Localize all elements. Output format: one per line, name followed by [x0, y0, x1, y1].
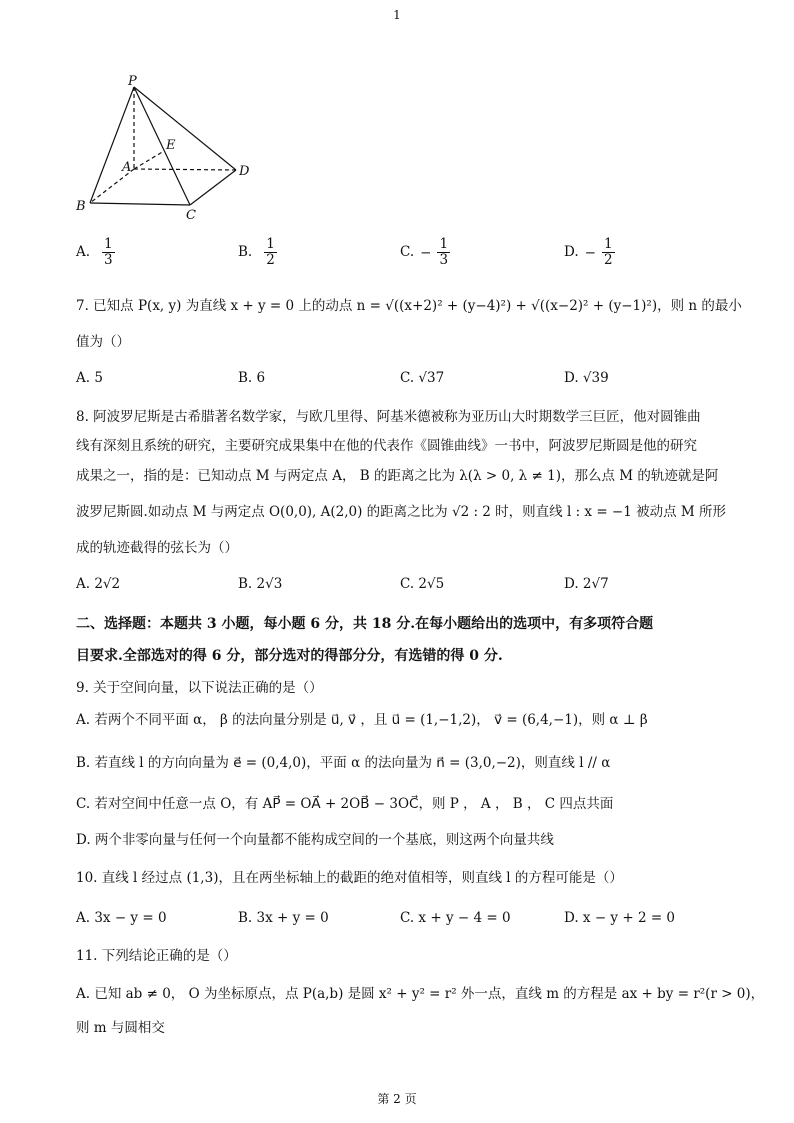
q6-option-d[interactable]: D. − $\frac{1}{2}$ [564, 236, 613, 268]
q8-stem-line5: 成的轨迹截得的弦长为（） [76, 540, 238, 556]
edge-ae [134, 151, 164, 169]
edge-pb [90, 87, 134, 203]
page-footer: 第 2 页 [377, 1092, 417, 1106]
q10-option-b[interactable]: B. 3x + y = 0 [238, 910, 329, 926]
q10-option-a[interactable]: A. 3x − y = 0 [76, 910, 167, 926]
label-b: B [76, 199, 86, 214]
label-p: P [128, 75, 137, 89]
q8-stem-line1: 8. 阿波罗尼斯是古希腊著名数学家，与欧几里得、阿基米德被称为亚历山大时期数学三巨匠，他对圆锥曲 [76, 409, 701, 425]
q8-option-c[interactable]: C. 2√5 [400, 576, 445, 592]
label-e: E [166, 138, 176, 153]
pyramid-figure [70, 75, 270, 225]
q8-options [76, 576, 766, 606]
section2-heading-line1: 二、选择题：本题共 3 小题，每小题 6 分，共 18 分.在每小题给出的选项中，有多项符合题 [76, 616, 654, 632]
page-number-top: 1 [393, 8, 401, 22]
q7-option-c[interactable]: C. √37 [400, 370, 445, 386]
label-d: D [239, 164, 250, 179]
q8-stem-line3: 成果之一，指的是：已知动点 M 与两定点 A， B 的距离之比为 λ(λ > 0, λ ≠ 1)，那么点 M 的轨迹就是阿 [76, 468, 719, 484]
q7-stem-line2: 值为（） [76, 334, 130, 350]
label-c: C [186, 208, 196, 223]
edge-ad [134, 169, 236, 170]
q7-option-a[interactable]: A. 5 [76, 370, 103, 386]
q9-option-a[interactable]: A. 若两个不同平面 α， β 的法向量分别是 u⃗, v⃗ ，且 u⃗ = (1,−1,2)， v⃗ = (6,4,−1)，则 α ⊥ β [76, 712, 648, 728]
q6-options [76, 237, 766, 267]
q10-stem: 10. 直线 l 经过点 (1,3)，且在两坐标轴上的截距的绝对值相等，则直线 l 的方程可能是（） [76, 870, 623, 886]
q7-option-b[interactable]: B. 6 [238, 370, 266, 386]
q8-option-b[interactable]: B. 2√3 [238, 576, 283, 592]
q7-stem-line1: 7. 已知点 P(x, y) 为直线 x + y = 0 上的动点 n = √((x+2)² + (y−4)²) + √((x−2)² + (y−1)²)，则 n 的最小 [76, 298, 742, 314]
q10-options [76, 910, 766, 940]
q8-option-d[interactable]: D. 2√7 [564, 576, 609, 592]
edge-bc [90, 203, 190, 205]
q6-option-b[interactable]: B. $\frac{1}{2}$ [238, 236, 275, 268]
label-a: A [122, 160, 132, 175]
section2-heading-line2: 目要求.全部选对的得 6 分，部分选对的得部分分，有选错的得 0 分. [76, 648, 503, 664]
q8-option-a[interactable]: A. 2√2 [76, 576, 121, 592]
q11-stem: 11. 下列结论正确的是（） [76, 948, 237, 964]
q11-option-a-line1[interactable]: A. 已知 ab ≠ 0， O 为坐标原点，点 P(a,b) 是圆 x² + y² = r² 外一点，直线 m 的方程是 ax + by = r²(r > 0)， [76, 986, 765, 1002]
edge-pd [134, 87, 236, 170]
q9-option-d[interactable]: D. 两个非零向量与任何一个向量都不能构成空间的一个基底，则这两个向量共线 [76, 832, 554, 848]
q11-option-a-line2: 则 m 与圆相交 [76, 1020, 165, 1036]
q9-option-b[interactable]: B. 若直线 l 的方向向量为 e⃗ = (0,4,0)，平面 α 的法向量为 n⃗ = (3,0,−2)，则直线 l // α [76, 755, 611, 771]
q8-stem-line4: 波罗尼斯圆.如动点 M 与两定点 O(0,0), A(2,0) 的距离之比为 √2 : 2 时，则直线 l : x = −1 被动点 M 所形 [76, 504, 727, 520]
q6-option-a[interactable]: A. $\frac{1}{3}$ [76, 236, 113, 268]
q7-option-d[interactable]: D. √39 [564, 370, 609, 386]
edge-cd [190, 170, 236, 205]
q10-option-d[interactable]: D. x − y + 2 = 0 [564, 910, 676, 926]
q9-option-c[interactable]: C. 若对空间中任意一点 O，有 AP⃗ = OA⃗ + 2OB⃗ − 3OC⃗，则 P ， A ， B ， C 四点共面 [76, 796, 614, 812]
q6-option-c[interactable]: C. − $\frac{1}{3}$ [400, 236, 449, 268]
q9-stem: 9. 关于空间向量，以下说法正确的是（） [76, 680, 323, 696]
q8-stem-line2: 线有深刻且系统的研究，主要研究成果集中在他的代表作《圆锥曲线》一书中，阿波罗尼斯圆是他的研究 [76, 438, 697, 454]
q7-options [76, 370, 766, 400]
edge-pc [134, 87, 190, 205]
q10-option-c[interactable]: C. x + y − 4 = 0 [400, 910, 511, 926]
